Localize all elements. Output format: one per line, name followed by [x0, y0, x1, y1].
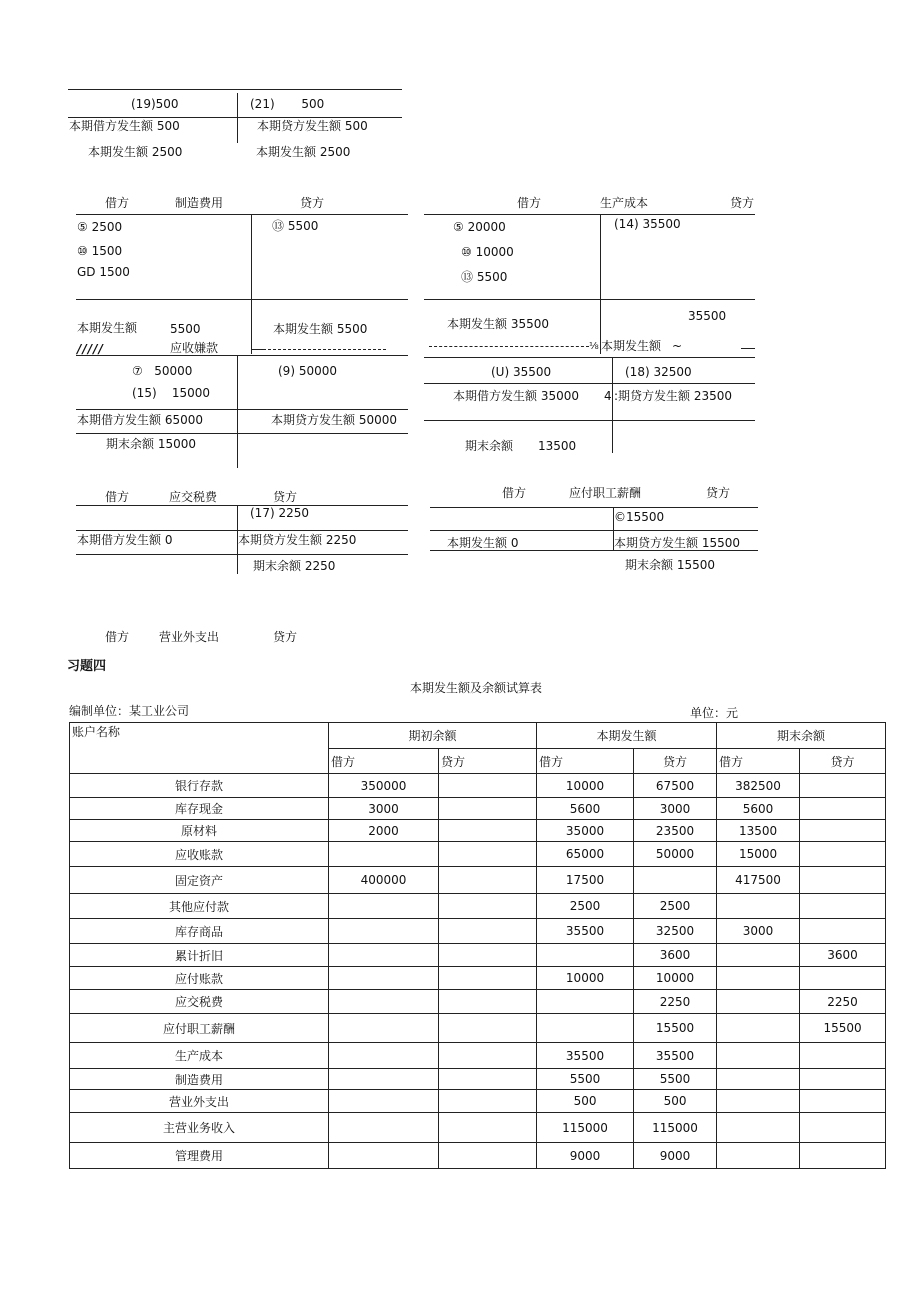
amount-cell: 115000	[537, 1113, 634, 1143]
rule	[430, 507, 758, 508]
debit-period-value: 5500	[170, 322, 201, 336]
ending-balance-value: 13500	[538, 439, 577, 453]
account-name-cell: 管理费用	[70, 1143, 329, 1169]
amount-cell	[439, 842, 537, 867]
amount-cell	[329, 1014, 439, 1043]
amount-cell	[800, 919, 886, 944]
account-name-cell: 固定资产	[70, 867, 329, 894]
amount-cell: 13500	[717, 820, 800, 842]
amount-cell	[717, 1043, 800, 1069]
amount-cell	[717, 1090, 800, 1113]
account-title: 应交税费	[169, 490, 218, 504]
account-name-header: 账户名称	[70, 723, 329, 774]
debit-entry: ⑩ 1500	[77, 244, 123, 258]
unit-label: 单位：元	[690, 706, 739, 720]
table-row	[70, 967, 886, 990]
account-title: 生产成本	[600, 196, 649, 210]
amount-cell	[329, 967, 439, 990]
account-name-cell: 其他应付款	[70, 894, 329, 919]
amount-cell	[717, 990, 800, 1014]
amount-cell: 3000	[634, 798, 717, 820]
dashed-rule	[429, 346, 589, 347]
credit-entry: (17) 2250	[250, 506, 309, 520]
amount-cell	[329, 944, 439, 967]
amount-cell: 17500	[537, 867, 634, 894]
credit-entry: (9) 50000	[278, 364, 337, 378]
debit-entry: (U) 35500	[491, 365, 552, 379]
dashed-rule	[268, 349, 386, 350]
amount-cell	[439, 1043, 537, 1069]
amount-cell	[329, 1143, 439, 1169]
credit-period: 本期发生额 2500	[256, 145, 351, 159]
table-row	[70, 990, 886, 1014]
amount-cell: 500	[634, 1090, 717, 1113]
credit-period-label: 本期发生额	[601, 339, 662, 353]
amount-cell	[800, 820, 886, 842]
amount-cell: 2500	[634, 894, 717, 919]
amount-cell	[439, 967, 537, 990]
amount-cell	[717, 1143, 800, 1169]
amount-cell	[634, 867, 717, 894]
rule	[424, 383, 755, 384]
prepared-by: 编制单位：某工业公司	[69, 704, 190, 718]
table-title: 本期发生额及余额试算表	[410, 681, 543, 695]
ending-balance-label: 期末余额	[465, 439, 514, 453]
credit-label: 贷方	[730, 196, 755, 210]
amount-cell	[329, 894, 439, 919]
rule	[76, 214, 408, 215]
mark: ⅛	[589, 341, 599, 352]
credit-label: 贷方	[273, 490, 298, 504]
amount-cell: 32500	[634, 919, 717, 944]
amount-cell: 400000	[329, 867, 439, 894]
rule	[741, 348, 755, 349]
amount-cell	[800, 1069, 886, 1090]
credit-entry: ⑬ 5500	[272, 219, 319, 233]
amount-cell	[537, 944, 634, 967]
side-header: 贷方	[634, 749, 717, 774]
debit-entry: ⑤ 2500	[77, 220, 123, 234]
debit-total: 本期借方发生额 500	[69, 119, 180, 133]
debit-total: 本期借方发生额 65000	[77, 413, 203, 427]
credit-entry: (21) 500	[250, 97, 325, 111]
credit-label: 贷方	[706, 486, 731, 500]
ending-balance: 期末余额 2250	[253, 559, 336, 573]
amount-cell: 2250	[634, 990, 717, 1014]
table-row	[70, 867, 886, 894]
rule	[424, 299, 755, 300]
credit-total: 本期贷方发生额 50000	[271, 413, 397, 427]
table-row	[70, 774, 886, 798]
amount-cell	[439, 1090, 537, 1113]
account-name-cell: 生产成本	[70, 1043, 329, 1069]
ending-balance: 期末余额 15000	[106, 437, 196, 451]
amount-cell: 2250	[800, 990, 886, 1014]
rule	[76, 299, 408, 300]
amount-cell	[800, 842, 886, 867]
account-name-cell: 应收账款	[70, 842, 329, 867]
rule	[424, 420, 755, 421]
credit-total: 本期贷方发生额 15500	[614, 536, 740, 550]
account-title: 制造费用	[175, 196, 224, 210]
account-name-cell: 原材料	[70, 820, 329, 842]
amount-cell: 15500	[800, 1014, 886, 1043]
debit-entry: (19)500	[131, 97, 179, 111]
amount-cell	[439, 944, 537, 967]
amount-cell: 5500	[537, 1069, 634, 1090]
debit-entry: GD 1500	[77, 265, 130, 279]
credit-period: 本期发生额 5500	[273, 322, 368, 336]
credit-entry: (14) 35500	[614, 217, 681, 231]
group-header: 本期发生额	[537, 723, 717, 749]
group-header: 期初余额	[329, 723, 537, 749]
debit-entry: ⑩ 10000	[461, 245, 514, 259]
rule	[76, 554, 408, 555]
amount-cell: 10000	[634, 967, 717, 990]
table-row	[70, 798, 886, 820]
amount-cell: 67500	[634, 774, 717, 798]
account-title: 营业外支出	[159, 630, 220, 644]
amount-cell	[800, 1143, 886, 1169]
side-header: 贷方	[800, 749, 886, 774]
debit-period: 本期发生额 2500	[88, 145, 183, 159]
ending-balance: 期末余额 15500	[625, 558, 715, 572]
side-header: 贷方	[439, 749, 537, 774]
rule	[424, 214, 755, 215]
amount-cell	[439, 774, 537, 798]
amount-cell	[439, 990, 537, 1014]
amount-cell	[717, 944, 800, 967]
side-header: 借方	[537, 749, 634, 774]
table-row	[70, 1090, 886, 1113]
account-title: 应收嫌款	[170, 341, 219, 355]
amount-cell	[439, 1069, 537, 1090]
amount-cell	[329, 1113, 439, 1143]
amount-cell: 417500	[717, 867, 800, 894]
rule	[68, 89, 402, 90]
amount-cell	[439, 820, 537, 842]
divider	[237, 355, 238, 468]
divider	[600, 214, 601, 354]
rule	[76, 505, 408, 506]
mark: ~	[672, 339, 683, 353]
table-body	[70, 774, 886, 1169]
amount-cell	[717, 1113, 800, 1143]
amount-cell	[329, 1090, 439, 1113]
debit-label: 借方	[517, 196, 542, 210]
debit-total: 本期借方发生额 35000	[453, 389, 579, 403]
credit-entry: (18) 32500	[625, 365, 692, 379]
amount-cell	[800, 894, 886, 919]
mark: 4	[604, 389, 612, 403]
credit-total: 本期贷方发生额 2250	[238, 533, 357, 547]
amount-cell: 382500	[717, 774, 800, 798]
amount-cell: 350000	[329, 774, 439, 798]
divider	[237, 93, 238, 143]
debit-label: 借方	[105, 490, 130, 504]
amount-cell	[439, 1113, 537, 1143]
amount-cell: 15500	[634, 1014, 717, 1043]
amount-cell: 5500	[634, 1069, 717, 1090]
table-row	[70, 1113, 886, 1143]
amount-cell	[329, 1043, 439, 1069]
amount-cell	[439, 919, 537, 944]
divider	[251, 214, 252, 354]
amount-cell	[439, 798, 537, 820]
account-name-cell: 制造费用	[70, 1069, 329, 1090]
amount-cell	[329, 990, 439, 1014]
amount-cell	[439, 867, 537, 894]
amount-cell	[800, 867, 886, 894]
account-name-cell: 累计折旧	[70, 944, 329, 967]
credit-entry: ©15500	[614, 510, 665, 524]
rule	[252, 349, 266, 350]
amount-cell: 3600	[800, 944, 886, 967]
rule	[430, 550, 758, 551]
debit-entry: (15) 15000	[132, 386, 211, 400]
credit-label: 贷方	[273, 630, 298, 644]
rule	[430, 530, 758, 531]
amount-cell: 2500	[537, 894, 634, 919]
amount-cell: 9000	[634, 1143, 717, 1169]
table-row	[70, 919, 886, 944]
account-title: 应付职工薪酬	[569, 486, 642, 500]
debit-label: 借方	[105, 630, 130, 644]
amount-cell	[537, 1014, 634, 1043]
account-name-cell: 应付账款	[70, 967, 329, 990]
table-row	[70, 842, 886, 867]
debit-entry: ⑬ 5500	[461, 270, 508, 284]
amount-cell: 50000	[634, 842, 717, 867]
table-row	[70, 1143, 886, 1169]
trial-balance-table	[69, 722, 886, 1169]
amount-cell: 23500	[634, 820, 717, 842]
amount-cell: 3000	[329, 798, 439, 820]
rule	[68, 117, 402, 118]
rule	[76, 409, 408, 410]
debit-label: 借方	[502, 486, 527, 500]
amount-cell	[439, 1143, 537, 1169]
amount-cell: 35000	[537, 820, 634, 842]
amount-cell: 3600	[634, 944, 717, 967]
account-name-cell: 银行存款	[70, 774, 329, 798]
credit-period-value: 35500	[688, 309, 727, 323]
account-name-cell: 库存现金	[70, 798, 329, 820]
account-name-cell: 库存商品	[70, 919, 329, 944]
amount-cell	[717, 894, 800, 919]
amount-cell	[800, 798, 886, 820]
amount-cell	[329, 919, 439, 944]
amount-cell	[329, 842, 439, 867]
amount-cell	[717, 1069, 800, 1090]
account-name-cell: 营业外支出	[70, 1090, 329, 1113]
side-header: 借方	[717, 749, 800, 774]
credit-total: :期贷方发生额 23500	[614, 389, 733, 403]
amount-cell: 10000	[537, 774, 634, 798]
account-name-cell: 主营业务收入	[70, 1113, 329, 1143]
side-header: 借方	[329, 749, 439, 774]
amount-cell: 10000	[537, 967, 634, 990]
amount-cell	[800, 1043, 886, 1069]
debit-total: 本期发生额 0	[447, 536, 519, 550]
amount-cell: 5600	[717, 798, 800, 820]
divider	[612, 357, 613, 453]
debit-label: 借方	[105, 196, 130, 210]
amount-cell	[717, 1014, 800, 1043]
amount-cell	[329, 1069, 439, 1090]
amount-cell: 15000	[717, 842, 800, 867]
debit-period-label: 本期发生额	[77, 321, 138, 335]
table-row	[70, 1043, 886, 1069]
debit-period: 本期发生额 35500	[447, 317, 549, 331]
rule	[76, 530, 408, 531]
amount-cell: 9000	[537, 1143, 634, 1169]
debit-entry: ⑦ 50000	[132, 364, 193, 378]
table-row	[70, 1069, 886, 1090]
table-row	[70, 894, 886, 919]
amount-cell	[800, 1113, 886, 1143]
credit-total: 本期贷方发生额 500	[257, 119, 368, 133]
amount-cell: 3000	[717, 919, 800, 944]
account-name-cell: 应交税费	[70, 990, 329, 1014]
rule	[424, 357, 755, 358]
amount-cell: 65000	[537, 842, 634, 867]
amount-cell: 115000	[634, 1113, 717, 1143]
table-row	[70, 1014, 886, 1043]
amount-cell	[439, 894, 537, 919]
amount-cell: 500	[537, 1090, 634, 1113]
debit-entry: ⑤ 20000	[453, 220, 506, 234]
amount-cell	[717, 967, 800, 990]
account-name-cell: 应付职工薪酬	[70, 1014, 329, 1043]
table-row	[70, 820, 886, 842]
debit-total: 本期借方发生额 0	[77, 533, 173, 547]
group-header: 期末余额	[717, 723, 886, 749]
tick-marks: /////	[77, 342, 104, 356]
rule	[76, 355, 408, 356]
amount-cell	[439, 1014, 537, 1043]
exercise-heading: 习题四	[67, 659, 107, 674]
credit-label: 贷方	[300, 196, 325, 210]
amount-cell	[800, 774, 886, 798]
table-row	[70, 944, 886, 967]
amount-cell: 2000	[329, 820, 439, 842]
amount-cell	[800, 967, 886, 990]
amount-cell: 5600	[537, 798, 634, 820]
amount-cell: 35500	[634, 1043, 717, 1069]
amount-cell: 35500	[537, 919, 634, 944]
amount-cell: 35500	[537, 1043, 634, 1069]
rule	[76, 433, 408, 434]
amount-cell	[537, 990, 634, 1014]
amount-cell	[800, 1090, 886, 1113]
